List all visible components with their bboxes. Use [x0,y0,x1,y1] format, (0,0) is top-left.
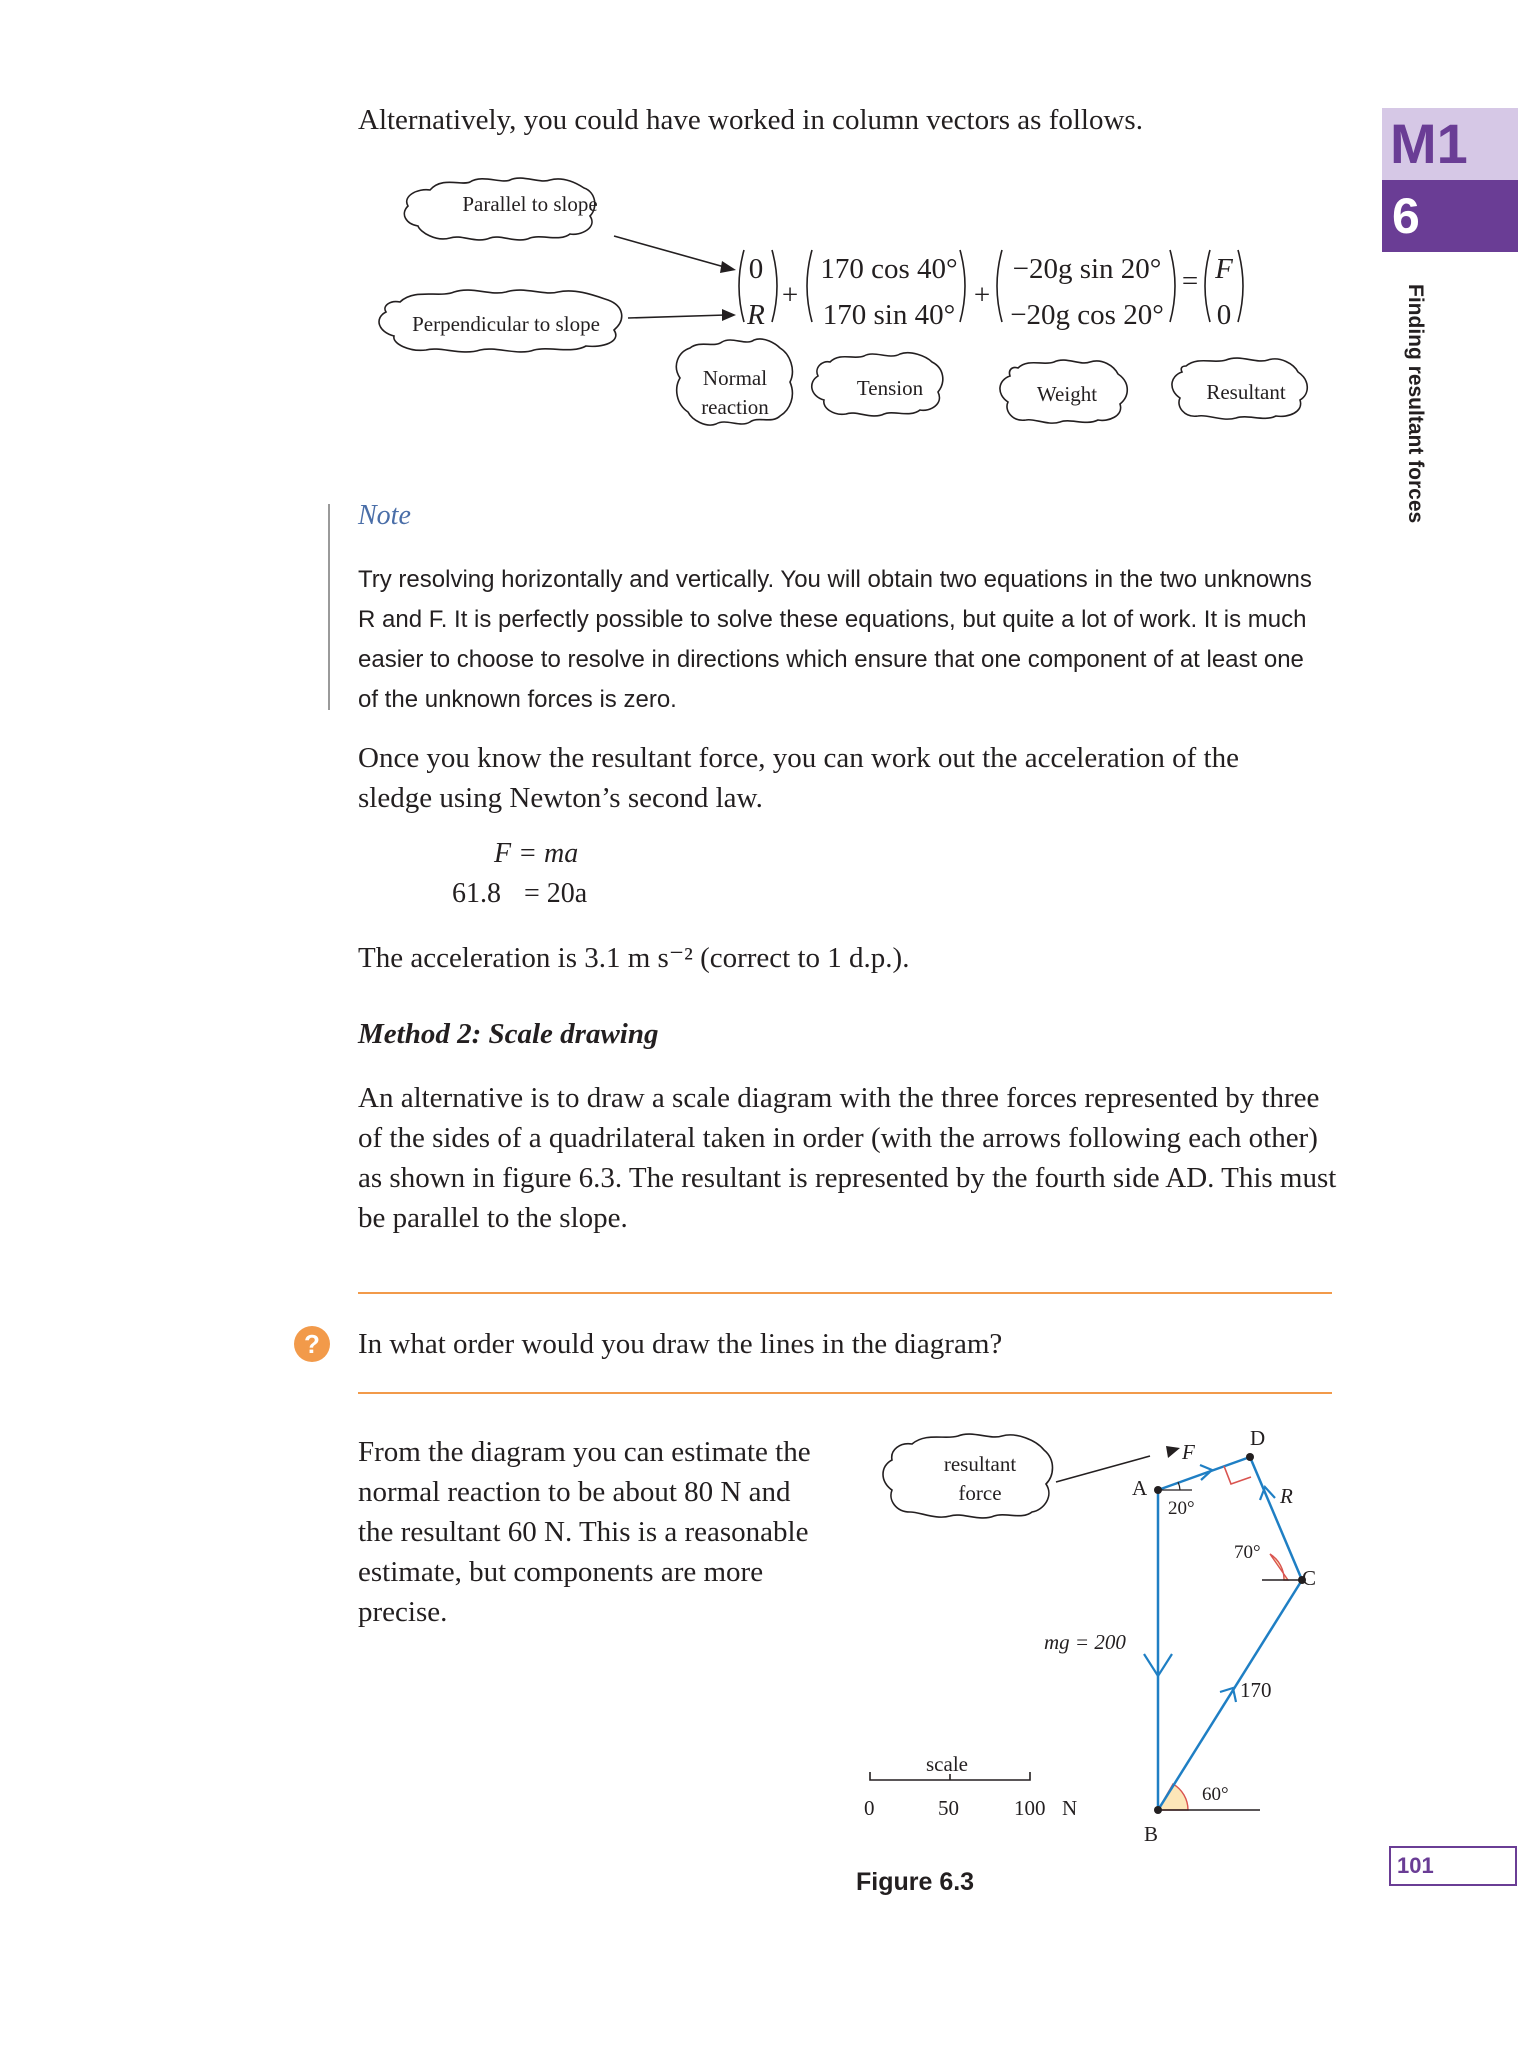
vector-normal-top: 0 [748,253,764,285]
equation-left: 61.8 [452,878,501,909]
equation-right: = 20a [524,878,588,909]
figure-angle-70: 70° [1234,1542,1261,1563]
page-number: 101 [1389,1846,1517,1886]
callout-weight: Weight [1036,382,1098,406]
plus-sign-1: + [781,279,799,311]
figure-label-weight: mg = 200 [1044,1630,1126,1654]
figure-point-b: B [1144,1822,1159,1846]
module-tab: M1 [1382,108,1518,180]
vector-weight [1004,246,1170,338]
method2-text: An alternative is to draw a scale diagram with the three forces represented by three of the sides of a quadrilateral taken in order (with the arrows following each other) as shown in figure 6.3. The resultant is represented by the fourth side AD. This must be parallel to the slope. [358,1082,1337,1234]
vector-normal [742,246,770,338]
figure-callout-resultant-force [910,1450,1050,1508]
figure-angle-20: 20° [1168,1498,1195,1519]
note-heading: Note [358,500,411,531]
question-rule-bottom [358,1392,1332,1394]
figure-label-r: R [1280,1484,1293,1508]
newton-text: Once you know the resultant force, you can work out the acceleration of the sledge using Newton’s second law. [358,742,1239,814]
figure-point-c: C [1302,1566,1317,1590]
vector-resultant-top: F [1215,253,1233,285]
figure-callout-line2: force [958,1481,1002,1505]
scale-title: scale [926,1752,968,1776]
acceleration-result: The acceleration is 3.1 m s⁻² (correct to 1 d.p.). [358,942,910,974]
callout-tension: Tension [856,376,924,400]
figure-callout-line1: resultant [943,1452,1017,1476]
callout-resultant: Resultant [1206,380,1286,404]
vector-weight-top: −20g sin 20° [1012,253,1162,285]
scale-tick-50: 50 [938,1796,959,1820]
figure-label-170: 170 [1240,1678,1272,1702]
method2-heading: Method 2: Scale drawing [358,1018,659,1050]
figure-caption: Figure 6.3 [856,1868,975,1896]
vector-tension-bottom: 170 sin 40° [822,299,956,331]
vector-tension-top: 170 cos 40° [820,253,958,285]
question-text: In what order would you draw the lines in the diagram? [358,1328,1003,1360]
estimate-text: From the diagram you can estimate the normal reaction to be about 80 N and the resultant 60 N. This is a reasonable estimate, but components are more precise. [358,1436,811,1628]
vector-tension [816,246,962,338]
callout-parallel-to-slope: Parallel to slope [462,192,598,216]
chapter-tab: 6 [1382,180,1518,252]
equation-f-ma: F = ma [494,838,579,869]
callout-normal-line1: Normal [702,366,768,390]
figure-point-d: D [1250,1426,1266,1450]
note-text: Try resolving horizontally and vertically. You will obtain two equations in the two unknowns R and F. It is perfectly possible to solve these equations, but quite a lot of work. It is much easier to choose to resolve in directions which ensure that one component of at least one of the unknown forces is zero. [358,566,1312,713]
question-icon: ? [294,1326,330,1362]
figure-point-a: A [1132,1476,1148,1500]
scale-unit: N [1062,1796,1078,1820]
equals-sign: = [1181,265,1199,297]
vector-resultant [1210,246,1238,338]
chapter-title-vertical: Finding resultant forces [1404,284,1427,524]
vector-normal-bottom: R [747,299,765,331]
figure-angle-60: 60° [1202,1784,1229,1805]
question-rule-top [358,1292,1332,1294]
vector-resultant-bottom: 0 [1216,299,1232,331]
note-bar [328,504,330,710]
scale-tick-100: 100 [1014,1796,1046,1820]
plus-sign-2: + [973,279,991,311]
vector-weight-bottom: −20g cos 20° [1010,299,1164,331]
intro-text: Alternatively, you could have worked in column vectors as follows. [358,104,1143,136]
figure-label-f: F [1182,1440,1195,1464]
callout-normal-reaction [680,364,790,422]
scale-tick-0: 0 [864,1796,875,1820]
callout-perpendicular-to-slope: Perpendicular to slope [412,312,600,336]
callout-normal-line2: reaction [701,395,769,419]
